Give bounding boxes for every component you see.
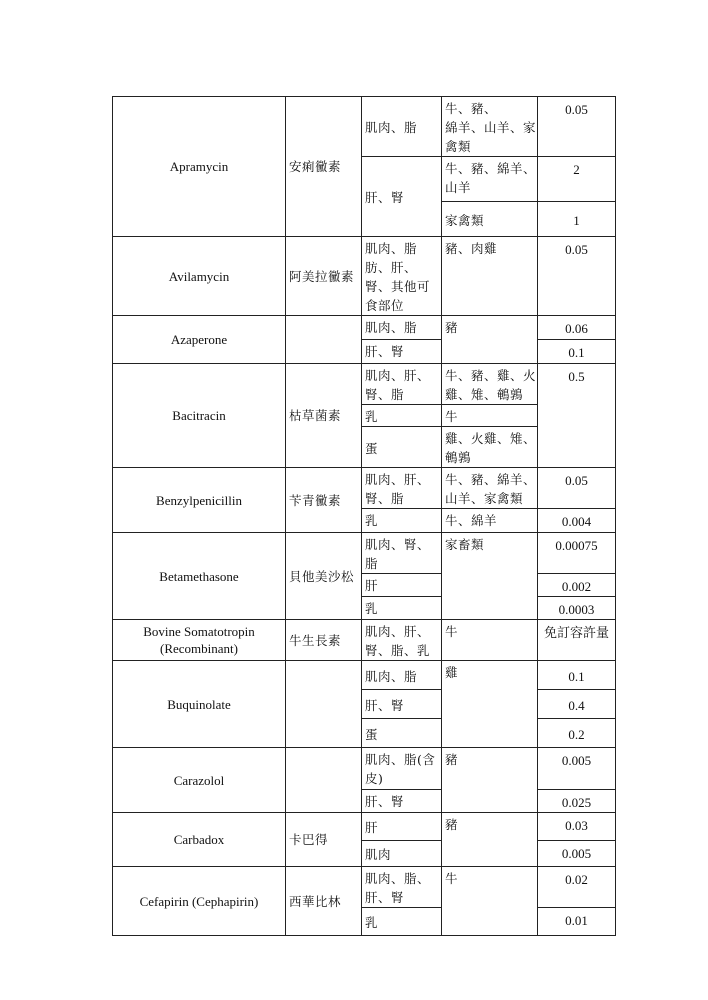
- species-cell: 牛、綿羊: [442, 509, 538, 533]
- tissue-cell: 肌肉、脂: [362, 97, 442, 157]
- table-row: [113, 364, 616, 405]
- limit-value: 0.01: [538, 908, 616, 936]
- tissue-cell: 蛋: [362, 719, 442, 748]
- tissue-cell: 肝、腎: [362, 157, 442, 237]
- tissue-cell: 肌肉、腎、脂: [362, 533, 442, 574]
- species-cell: 牛、豬、雞、火雞、雉、鵪鶉: [442, 364, 538, 405]
- limit-value: 0.004: [538, 509, 616, 533]
- tissue-cell: 肝、腎: [362, 790, 442, 813]
- limit-value: 0.025: [538, 790, 616, 813]
- tissue-cell: 肌肉、脂、肝、腎: [362, 867, 442, 908]
- species-cell: 牛: [442, 867, 538, 936]
- chinese-name: 西華比林: [286, 867, 362, 936]
- limit-value: 0.05: [538, 468, 616, 509]
- drug-name: Betamethasone: [113, 533, 286, 620]
- tissue-cell: 肌肉、脂(含皮): [362, 748, 442, 790]
- limit-value: 0.03: [538, 813, 616, 841]
- table-row: [113, 867, 616, 908]
- drug-name: Avilamycin: [113, 237, 286, 316]
- limit-value: 0.005: [538, 748, 616, 790]
- species-cell: 牛、豬、綿羊、山羊: [442, 157, 538, 202]
- species-cell: 家禽類: [442, 202, 538, 237]
- tissue-cell: 肝: [362, 574, 442, 597]
- table-row: [113, 533, 616, 574]
- table-row: [113, 97, 616, 157]
- species-cell: 牛、豬、綿羊、山羊、家禽類: [442, 468, 538, 509]
- tissue-cell: 肝、腎: [362, 690, 442, 719]
- species-cell: 豬: [442, 748, 538, 813]
- drug-name: Bovine Somatotropin (Recombinant): [113, 620, 286, 661]
- chinese-name: 貝他美沙松: [286, 533, 362, 620]
- chinese-name: [286, 748, 362, 813]
- drug-name: Carazolol: [113, 748, 286, 813]
- mrl-table: [112, 96, 616, 936]
- table-row: [113, 237, 616, 316]
- table-row: [113, 620, 616, 661]
- limit-value: 0.1: [538, 340, 616, 364]
- chinese-name: [286, 316, 362, 364]
- species-cell: 雞、火雞、雉、鵪鶉: [442, 427, 538, 468]
- drug-name: Cefapirin (Cephapirin): [113, 867, 286, 936]
- drug-name: Bacitracin: [113, 364, 286, 468]
- chinese-name: 安痢黴素: [286, 97, 362, 237]
- species-cell: 牛: [442, 620, 538, 661]
- drug-name: Buquinolate: [113, 661, 286, 748]
- table-row: [113, 661, 616, 690]
- limit-value: 免訂容許量: [538, 620, 616, 661]
- tissue-cell: 肌肉、肝、腎、脂、乳: [362, 620, 442, 661]
- tissue-cell: 肌肉、脂肪、肝、腎、其他可食部位: [362, 237, 442, 316]
- drug-name: Azaperone: [113, 316, 286, 364]
- limit-value: 0.005: [538, 841, 616, 867]
- species-cell: 豬: [442, 813, 538, 867]
- limit-value: 0.2: [538, 719, 616, 748]
- limit-value: 0.5: [538, 364, 616, 468]
- tissue-cell: 乳: [362, 405, 442, 427]
- drug-name: Carbadox: [113, 813, 286, 867]
- species-cell: 雞: [442, 661, 538, 748]
- chinese-name: [286, 661, 362, 748]
- species-cell: 家畜類: [442, 533, 538, 620]
- limit-value: 0.4: [538, 690, 616, 719]
- tissue-cell: 蛋: [362, 427, 442, 468]
- table-row: [113, 468, 616, 509]
- species-cell: 牛、豬、 綿羊、山羊、家禽類: [442, 97, 538, 157]
- species-cell: 牛: [442, 405, 538, 427]
- table-row: [113, 748, 616, 790]
- tissue-cell: 肌肉: [362, 841, 442, 867]
- table-row: [113, 316, 616, 340]
- tissue-cell: 肌肉、肝、腎、脂: [362, 468, 442, 509]
- tissue-cell: 乳: [362, 908, 442, 936]
- limit-value: 0.1: [538, 661, 616, 690]
- limit-value: 0.06: [538, 316, 616, 340]
- drug-name: Apramycin: [113, 97, 286, 237]
- limit-value: 1: [538, 202, 616, 237]
- limit-value: 0.02: [538, 867, 616, 908]
- limit-value: 0.05: [538, 237, 616, 316]
- limit-value: 0.0003: [538, 597, 616, 620]
- tissue-cell: 肌肉、肝、腎、脂: [362, 364, 442, 405]
- limit-value: 0.00075: [538, 533, 616, 574]
- tissue-cell: 肝、腎: [362, 340, 442, 364]
- species-cell: 豬: [442, 316, 538, 364]
- chinese-name: 枯草菌素: [286, 364, 362, 468]
- chinese-name: 苄青黴素: [286, 468, 362, 533]
- drug-name: Benzylpenicillin: [113, 468, 286, 533]
- limit-value: 0.05: [538, 97, 616, 157]
- tissue-cell: 肌肉、脂: [362, 316, 442, 340]
- limit-value: 2: [538, 157, 616, 202]
- chinese-name: 阿美拉黴素: [286, 237, 362, 316]
- table-row: [113, 813, 616, 841]
- limit-value: 0.002: [538, 574, 616, 597]
- tissue-cell: 乳: [362, 509, 442, 533]
- chinese-name: 卡巴得: [286, 813, 362, 867]
- species-cell: 豬、肉雞: [442, 237, 538, 316]
- tissue-cell: 肝: [362, 813, 442, 841]
- tissue-cell: 肌肉、脂: [362, 661, 442, 690]
- chinese-name: 牛生長素: [286, 620, 362, 661]
- tissue-cell: 乳: [362, 597, 442, 620]
